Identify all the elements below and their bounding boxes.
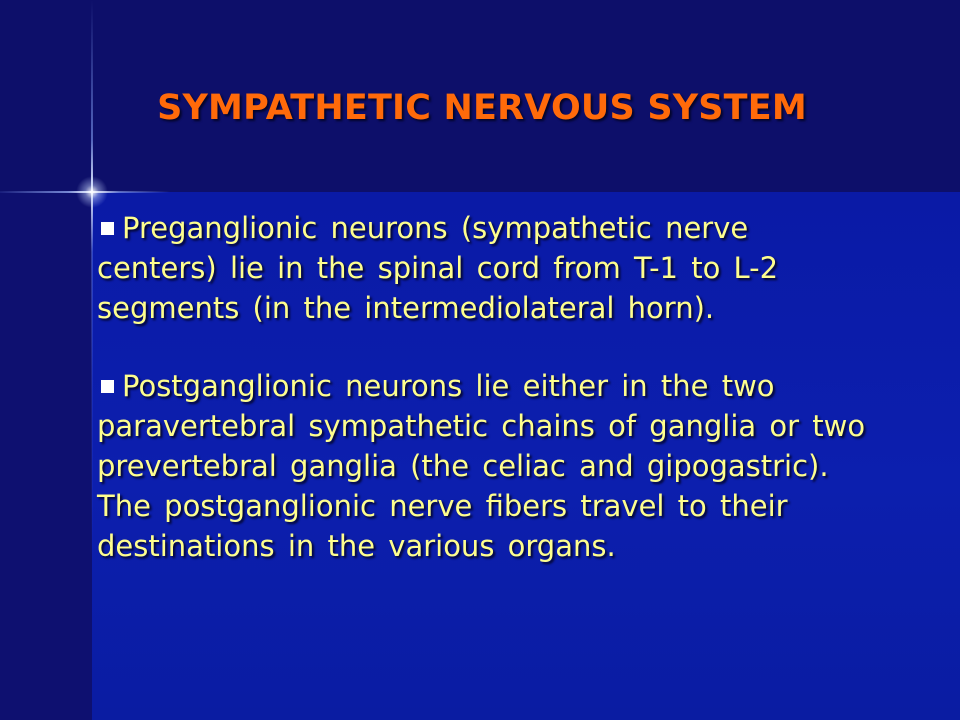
bullet-text: Postganglionic neurons lie either in the two paravertebral sympathetic chains of ganglia or two prevertebral ganglia (the celiac and gipogastric). The postganglionic nerve fibers travel to their destinations in the various organs. [97, 369, 866, 563]
square-bullet-icon [101, 380, 114, 393]
background-left-band [0, 192, 92, 720]
square-bullet-icon [101, 222, 114, 235]
lens-flare-vertical-line [91, 0, 93, 560]
lens-flare-star-icon [76, 176, 108, 208]
bullet-item-postganglionic [97, 366, 877, 566]
bullet-item-preganglionic [97, 208, 877, 328]
slide-title: SYMPATHETIC NERVOUS SYSTEM [157, 88, 807, 128]
bullet-text: Preganglionic neurons (sympathetic nerve centers) lie in the spinal cord from T-1 to L-2 segments (in the intermediolateral horn). [97, 211, 779, 325]
bullet-list [97, 208, 877, 604]
